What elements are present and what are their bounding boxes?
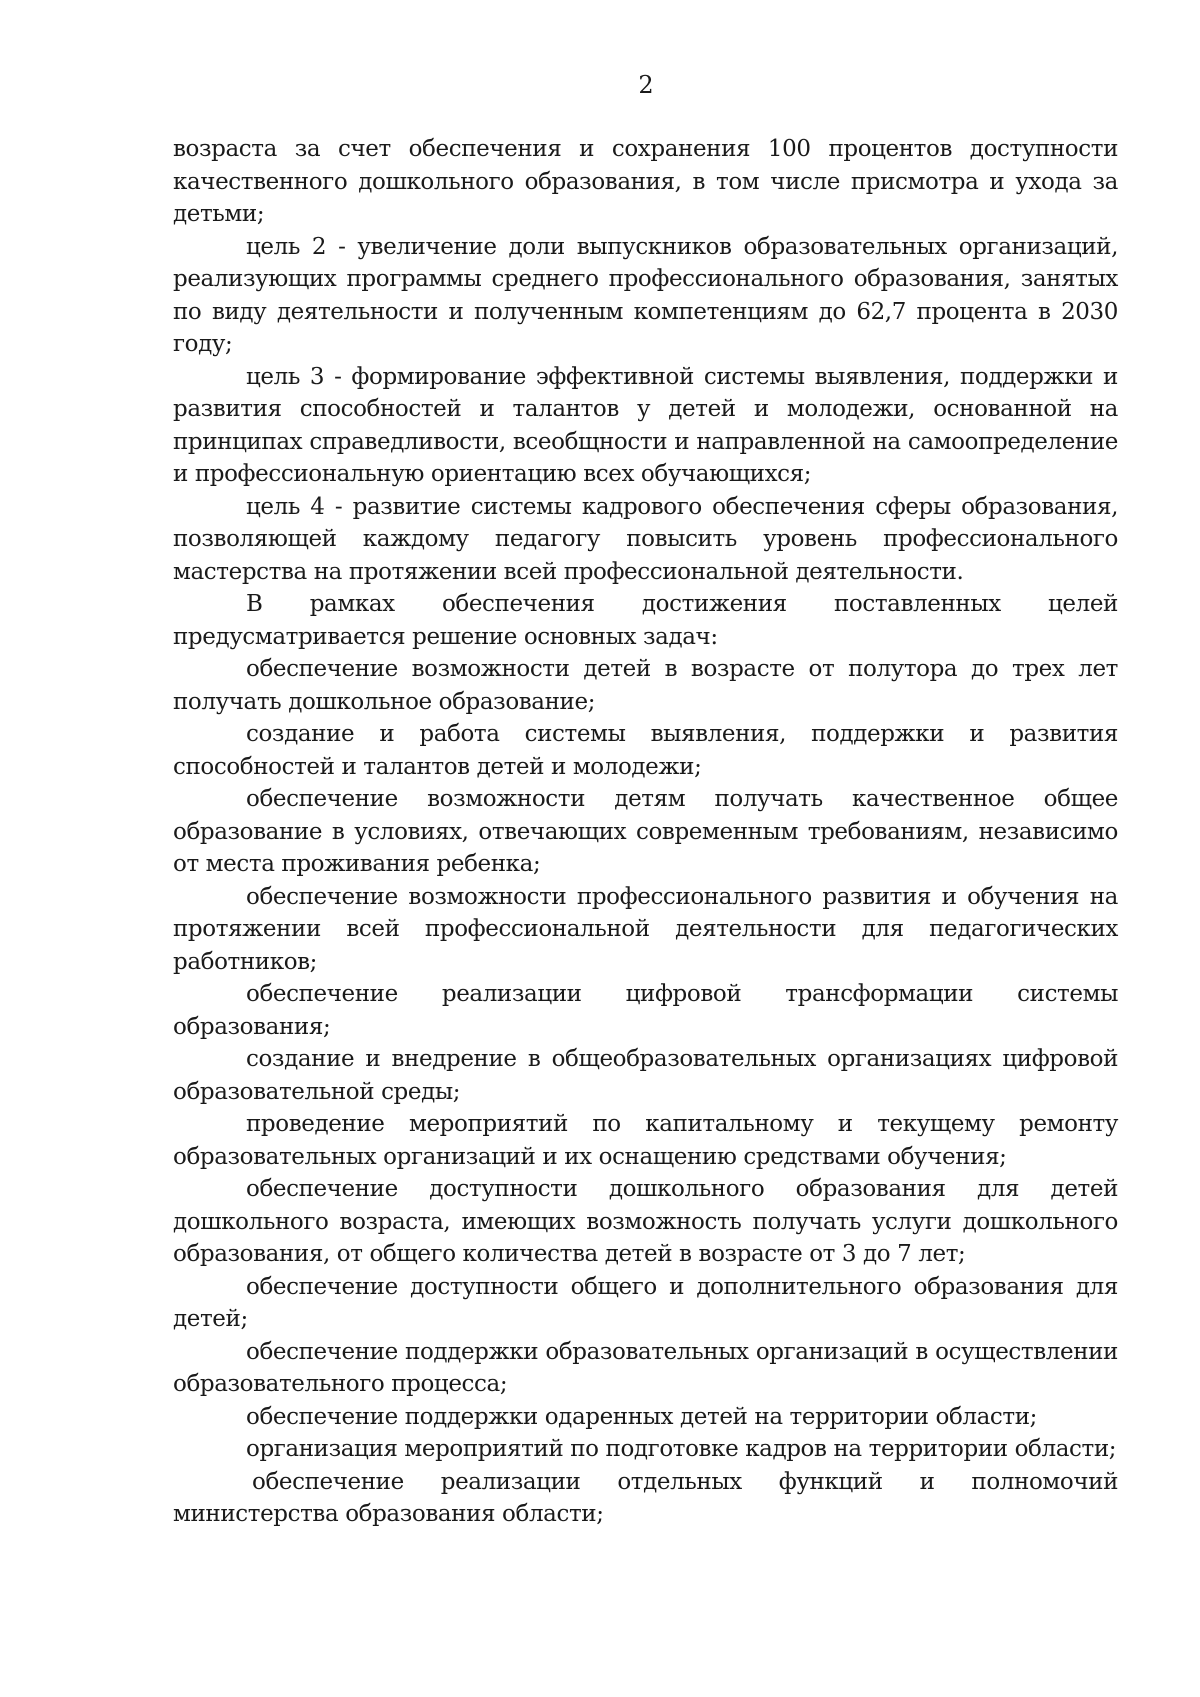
paragraph-goal-3: цель 3 - формирование эффективной системы выявления, поддержки и развития способностей и талантов у детей и молодежи, основанной на принципах справедливости, всеобщности и направленной на самоопределение и профессиональную ориентацию всех обучающихся; (173, 363, 1118, 487)
paragraph-task: обеспечение реализации отдельных функций и полномочий министерства образования области; (173, 1468, 1118, 1527)
document-body (173, 133, 1118, 1531)
paragraph-continuation: возраста за счет обеспечения и сохранения 100 процентов доступности качественного дошкольного образования, в том числе присмотра и ухода за детьми; (173, 136, 1118, 227)
paragraph-task: организация мероприятий по подготовке кадров на территории области; (246, 1436, 1117, 1462)
paragraph-task: обеспечение доступности дошкольного образования для детей дошкольного возраста, имеющих возможность получать услуги дошкольного образования, от общего количества детей в возрасте от 3 до 7 лет; (173, 1176, 1118, 1267)
paragraph-task: обеспечение возможности детям получать качественное общее образование в условиях, отвечающих современным требованиям, независимо от места проживания ребенка; (173, 786, 1118, 877)
paragraph-task: обеспечение возможности детей в возрасте от полутора до трех лет получать дошкольное образование; (173, 656, 1118, 715)
page-number: 2 (638, 71, 654, 99)
paragraph-goal-4: цель 4 - развитие системы кадрового обеспечения сферы образования, позволяющей каждому педагогу повысить уровень профессионального мастерства на протяжении всей профессиональной деятельности. (173, 493, 1118, 585)
paragraph-task: обеспечение возможности профессионального развития и обучения на протяжении всей профессиональной деятельности для педагогических работников; (173, 883, 1118, 975)
paragraph-task: обеспечение поддержки одаренных детей на территории области; (246, 1403, 1038, 1430)
paragraph-task: создание и внедрение в общеобразовательных организациях цифровой образовательной среды; (173, 1046, 1118, 1105)
paragraph-task: обеспечение поддержки образовательных организаций в осуществлении образовательного процесса; (173, 1338, 1118, 1397)
paragraph-tasks-intro: В рамках обеспечения достижения поставленных целей предусматривается решение основных задач: (173, 591, 1118, 650)
paragraph-goal-2: цель 2 - увеличение доли выпускников образовательных организаций, реализующих программы среднего профессионального образования, занятых по виду деятельности и полученным компетенциям до 62,7 процента в 2030 году; (173, 233, 1118, 357)
paragraph-task: создание и работа системы выявления, поддержки и развития способностей и талантов детей и молодежи; (173, 721, 1118, 780)
paragraph-task: проведение мероприятий по капитальному и текущему ремонту образовательных организаций и их оснащению средствами обучения; (173, 1111, 1118, 1170)
paragraph-task: обеспечение доступности общего и дополнительного образования для детей; (173, 1273, 1118, 1332)
paragraph-task: обеспечение реализации цифровой трансформации системы образования; (173, 981, 1118, 1040)
